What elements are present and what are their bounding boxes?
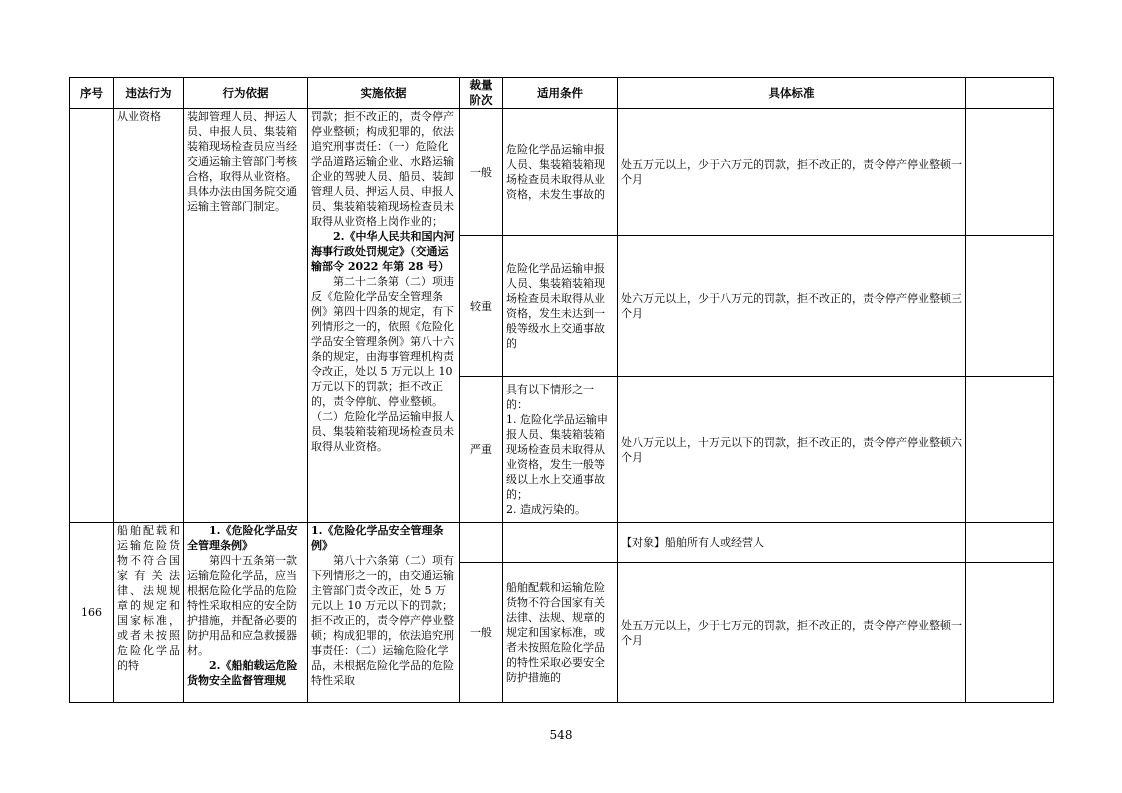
table-row: [70, 109, 1054, 236]
seq-cell: [70, 109, 114, 523]
condition-line: 1. 危险化学品运输申报人员、集装箱装箱现场检查员未取得从业资格，发生一般等级以上水上交通事故的；: [506, 413, 608, 501]
header-impl: 实施依据: [308, 78, 460, 109]
header-behavior: 违法行为: [114, 78, 184, 109]
page-number: 548: [549, 728, 573, 742]
header-level: 裁量阶次: [460, 78, 503, 109]
standard-cell: 处六万元以上，少于八万元的罚款，拒不改正的，责令停产停业整顿三个月: [618, 236, 966, 377]
header-standard: 具体标准: [618, 78, 966, 109]
object-cell: 【对象】船舶所有人或经营人: [618, 523, 966, 563]
header-condition: 适用条件: [503, 78, 618, 109]
extra-cell: [966, 109, 1054, 236]
basis-cell: [184, 523, 308, 703]
basis-text: 装卸管理人员、押运人员、申报人员、集装箱装箱现场检查员应当经交通运输主管部门考核合格，取得从业资格。具体办法由国务院交通运输主管部门制定。: [187, 110, 297, 213]
basis-title: 2.《船舶载运危险货物安全监督管理规: [187, 659, 298, 687]
condition-cell: 船舶配载和运输危险货物不符合国家有关法律、法规、规章的规定和国家标准，或者未按照危险化学品的特性采取必要安全防护措施的: [503, 563, 618, 703]
header-basis: 行为依据: [184, 78, 308, 109]
header-extra: [966, 78, 1054, 109]
behavior-text: 船舶配载和运输危险货物不符合国家有关法律、法规规章的规定和国家标准，或者未按照危险化学品的特: [117, 524, 180, 672]
behavior-cell: [114, 109, 184, 523]
impl-paragraph: 第八十六条第（二）项有下列情形之一的，由交通运输主管部门责令改正，处 5 万元以上 10 万元以下的罚款；拒不改正的，责令停产停业整顿；构成犯罪的，依法追究刑事责任：（二）运输危险化学品，未根据危险化学品的危险特性采取: [311, 554, 454, 687]
level-cell: 一般: [460, 563, 503, 703]
standard-cell: 处五万元以上，少于七万元的罚款，拒不改正的，责令停产停业整顿一个月: [618, 563, 966, 703]
extra-cell: [966, 377, 1054, 523]
standard-cell: 处八万元以上，十万元以下的罚款，拒不改正的，责令停产停业整顿六个月: [618, 377, 966, 523]
impl-cell: [308, 109, 460, 523]
standard-cell: 处五万元以上，少于六万元的罚款，拒不改正的，责令停产停业整顿一个月: [618, 109, 966, 236]
condition-cell: [503, 377, 618, 523]
table-header-row: [70, 78, 1054, 109]
extra-cell: [966, 523, 1054, 563]
impl-paragraph: 第二十二条第（二）项违反《危险化学品安全管理条例》第四十四条的规定，有下列情形之一的，依照《危险化学品安全管理条例》第八十六条的规定，由海事管理机构责令改正，处以 5 万元以上 10 万元以下的罚款；拒不改正的，责令停航、停业整顿。（二）危险化学品运输申报人员、集装箱装箱现场检查员未取得从业资格。: [311, 275, 454, 453]
table-row: [70, 523, 1054, 563]
level-cell: 严重: [460, 377, 503, 523]
condition-line: 2. 造成污染的。: [506, 503, 586, 516]
impl-title: 2.《中华人民共和国内河海事行政处罚规定》（交通运输部令 2022 年第 28 号）: [311, 230, 455, 273]
level-cell: 较重: [460, 236, 503, 377]
behavior-cell: [114, 523, 184, 703]
seq-cell: 166: [70, 523, 114, 703]
condition-line: 具有以下情形之一的：: [506, 383, 594, 411]
basis-title: 1.《危险化学品安全管理条例》: [187, 524, 298, 552]
extra-cell: [966, 236, 1054, 377]
impl-paragraph: 罚款；拒不改正的，责令停产停业整顿；构成犯罪的，依法追究刑事责任：（一）危险化学品道路运输企业、水路运输企业的驾驶人员、船员、装卸管理人员、押运人员、申报人员、集装箱装箱现场检查员未取得从业资格上岗作业的；: [311, 110, 454, 228]
behavior-text: 从业资格: [117, 110, 161, 123]
basis-paragraph: 第四十五条第一款 运输危险化学品，应当根据危险化学品的危险特性采取相应的安全防护措施，并配备必要的防护用品和应急救援器材。: [187, 554, 297, 657]
penalty-standards-table: [69, 77, 1054, 703]
header-seq: 序号: [70, 78, 114, 109]
basis-cell: [184, 109, 308, 523]
condition-cell: 危险化学品运输申报人员、集装箱装箱现场检查员未取得从业资格，发生未达到一般等级水上交通事故的: [503, 236, 618, 377]
condition-cell: 危险化学品运输申报人员、集装箱装箱现场检查员未取得从业资格，未发生事故的: [503, 109, 618, 236]
impl-cell: [308, 523, 460, 703]
level-cell: [460, 523, 503, 563]
condition-cell: [503, 523, 618, 563]
level-cell: 一般: [460, 109, 503, 236]
extra-cell: [966, 563, 1054, 703]
impl-title: 1.《危险化学品安全管理条例》: [311, 524, 444, 552]
